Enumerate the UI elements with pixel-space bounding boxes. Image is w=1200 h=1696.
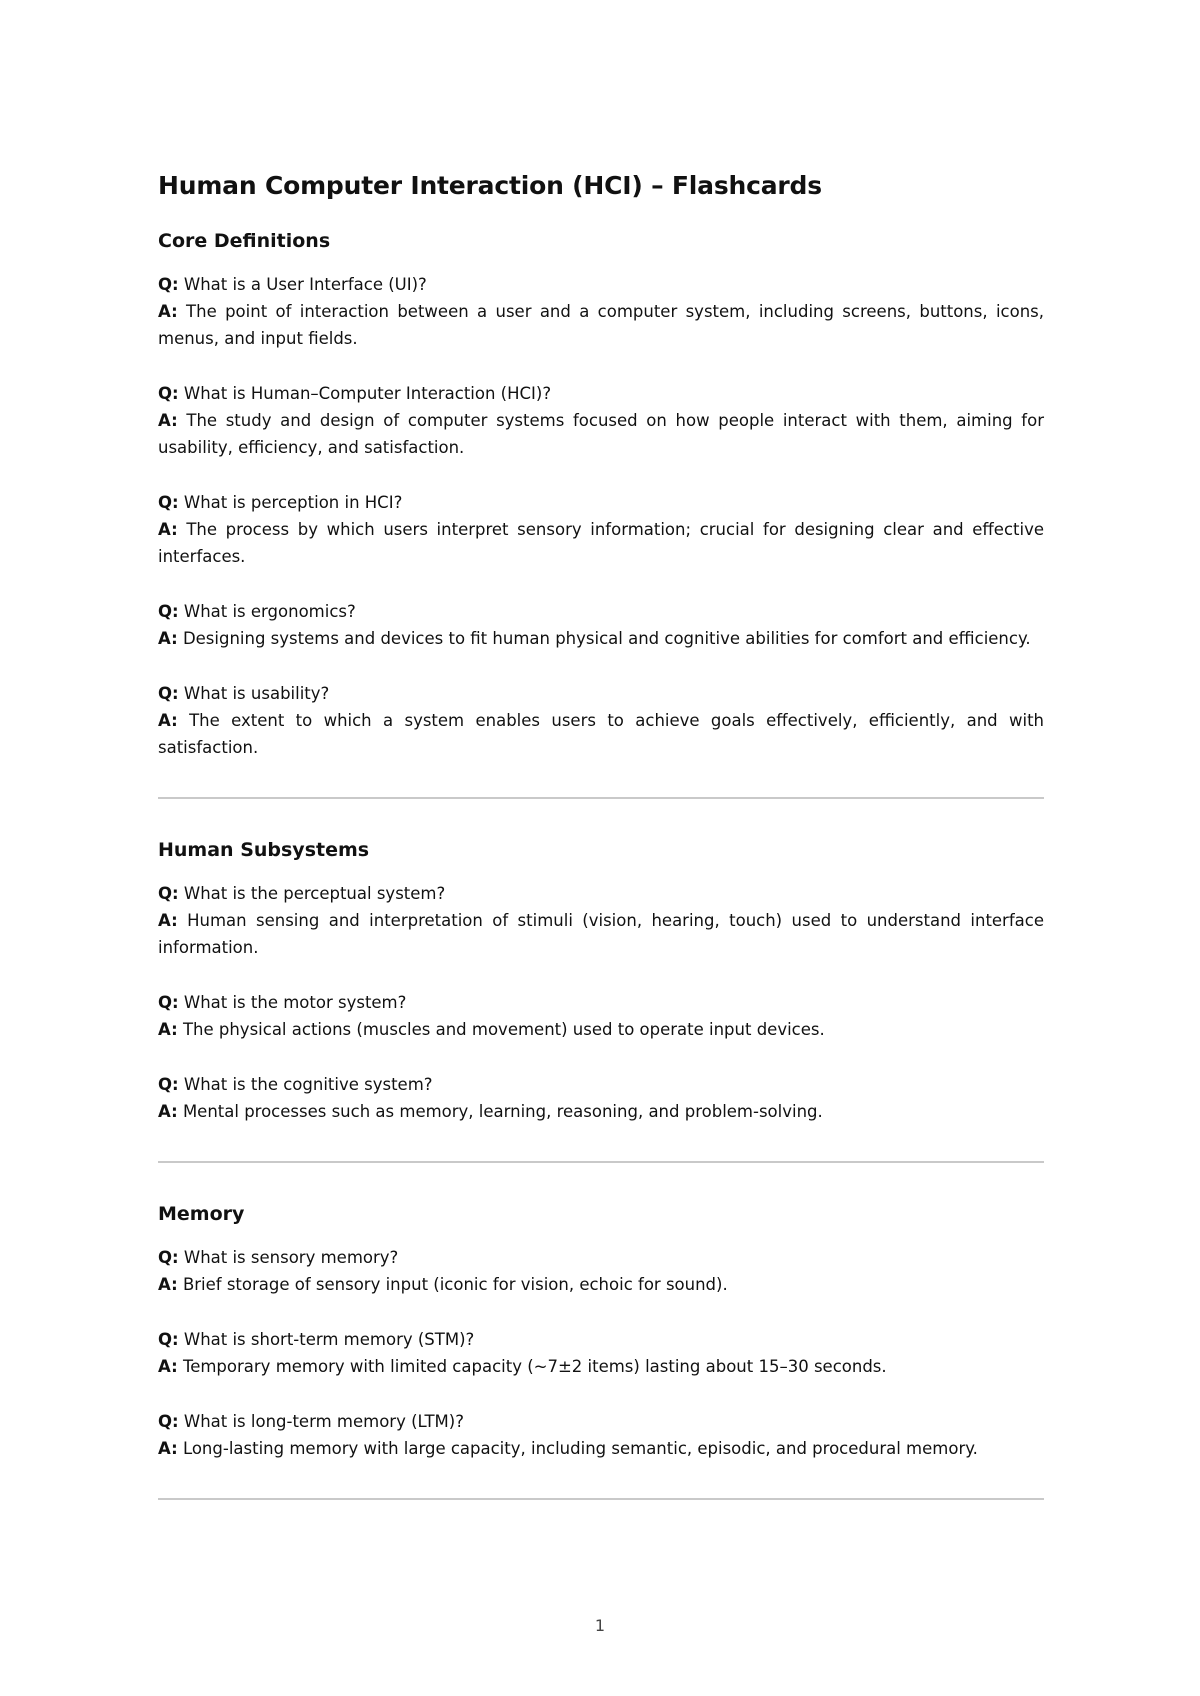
question	[158, 1244, 1044, 1271]
question-prefix: Q:	[158, 993, 179, 1012]
answer-text: Long-lasting memory with large capacity, including semantic, episodic, and procedural memory.	[182, 1439, 978, 1458]
question-prefix: Q:	[158, 1412, 179, 1431]
question	[158, 880, 1044, 907]
flashcard	[158, 680, 1044, 761]
flashcard	[158, 1244, 1044, 1298]
answer-prefix: A:	[158, 1357, 178, 1376]
answer-prefix: A:	[158, 520, 178, 539]
flashcard	[158, 1071, 1044, 1125]
flashcard	[158, 880, 1044, 961]
section-divider	[158, 797, 1044, 799]
answer-text: Human sensing and interpretation of stimuli (vision, hearing, touch) used to understand interface information.	[158, 911, 1044, 957]
flashcard	[158, 598, 1044, 652]
answer-prefix: A:	[158, 1275, 178, 1294]
question	[158, 489, 1044, 516]
answer	[158, 516, 1044, 570]
section-heading: Memory	[158, 1203, 245, 1225]
answer	[158, 407, 1044, 461]
answer-prefix: A:	[158, 411, 178, 430]
answer-text: Brief storage of sensory input (iconic for vision, echoic for sound).	[182, 1275, 728, 1294]
flashcard	[158, 989, 1044, 1043]
answer-prefix: A:	[158, 302, 178, 321]
answer-text: The point of interaction between a user and a computer system, including screens, buttons, icons, menus, and input fields.	[158, 302, 1045, 348]
question-text: What is ergonomics?	[183, 602, 356, 621]
answer-prefix: A:	[158, 711, 178, 730]
answer	[158, 1098, 1044, 1125]
question-text: What is short-term memory (STM)?	[183, 1330, 475, 1349]
section-divider	[158, 1498, 1044, 1500]
question-prefix: Q:	[158, 884, 179, 903]
question	[158, 1326, 1044, 1353]
question-text: What is Human–Computer Interaction (HCI)?	[183, 384, 552, 403]
page-number: 1	[594, 1616, 606, 1635]
flashcard	[158, 271, 1044, 352]
answer-prefix: A:	[158, 1439, 178, 1458]
answer-text: Designing systems and devices to fit human physical and cognitive abilities for comfort and efficiency.	[182, 629, 1031, 648]
question	[158, 1071, 1044, 1098]
answer-prefix: A:	[158, 911, 178, 930]
question-prefix: Q:	[158, 602, 179, 621]
question-prefix: Q:	[158, 1330, 179, 1349]
question	[158, 271, 1044, 298]
question-text: What is long-term memory (LTM)?	[183, 1412, 464, 1431]
answer-prefix: A:	[158, 1102, 178, 1121]
question	[158, 598, 1044, 625]
question-text: What is the cognitive system?	[183, 1075, 433, 1094]
document-title: Human Computer Interaction (HCI) – Flashcards	[158, 171, 822, 200]
question	[158, 380, 1044, 407]
question-text: What is a User Interface (UI)?	[183, 275, 427, 294]
answer-text: The extent to which a system enables users to achieve goals effectively, efficiently, and with satisfaction.	[158, 711, 1045, 757]
question-prefix: Q:	[158, 684, 179, 703]
answer	[158, 298, 1044, 352]
answer	[158, 625, 1044, 652]
flashcard	[158, 1326, 1044, 1380]
question-prefix: Q:	[158, 1075, 179, 1094]
answer-prefix: A:	[158, 1020, 178, 1039]
answer-text: Temporary memory with limited capacity (~7±2 items) lasting about 15–30 seconds.	[182, 1357, 887, 1376]
question-text: What is sensory memory?	[183, 1248, 399, 1267]
question-prefix: Q:	[158, 493, 179, 512]
flashcard	[158, 380, 1044, 461]
answer-text: Mental processes such as memory, learning, reasoning, and problem-solving.	[182, 1102, 823, 1121]
question-text: What is the motor system?	[183, 993, 407, 1012]
question-prefix: Q:	[158, 275, 179, 294]
section-heading: Core Definitions	[158, 230, 331, 252]
answer	[158, 1271, 1044, 1298]
answer-prefix: A:	[158, 629, 178, 648]
answer	[158, 1353, 1044, 1380]
answer-text: The study and design of computer systems focused on how people interact with them, aiming for usability, efficiency, and satisfaction.	[158, 411, 1044, 457]
flashcard	[158, 1408, 1044, 1462]
question-text: What is usability?	[183, 684, 330, 703]
answer-text: The physical actions (muscles and movement) used to operate input devices.	[182, 1020, 825, 1039]
answer	[158, 707, 1044, 761]
document-page	[158, 168, 1044, 1536]
question-text: What is the perceptual system?	[183, 884, 446, 903]
question	[158, 989, 1044, 1016]
flashcard	[158, 489, 1044, 570]
section-human-subsystems	[158, 835, 1044, 1125]
answer	[158, 907, 1044, 961]
question-text: What is perception in HCI?	[183, 493, 403, 512]
question-prefix: Q:	[158, 384, 179, 403]
section-divider	[158, 1161, 1044, 1163]
section-heading: Human Subsystems	[158, 839, 370, 861]
question	[158, 680, 1044, 707]
answer-text: The process by which users interpret sensory information; crucial for designing clear and effective interfaces.	[158, 520, 1044, 566]
answer	[158, 1435, 1044, 1462]
section-core-definitions	[158, 226, 1044, 761]
question	[158, 1408, 1044, 1435]
answer	[158, 1016, 1044, 1043]
question-prefix: Q:	[158, 1248, 179, 1267]
section-memory	[158, 1199, 1044, 1462]
